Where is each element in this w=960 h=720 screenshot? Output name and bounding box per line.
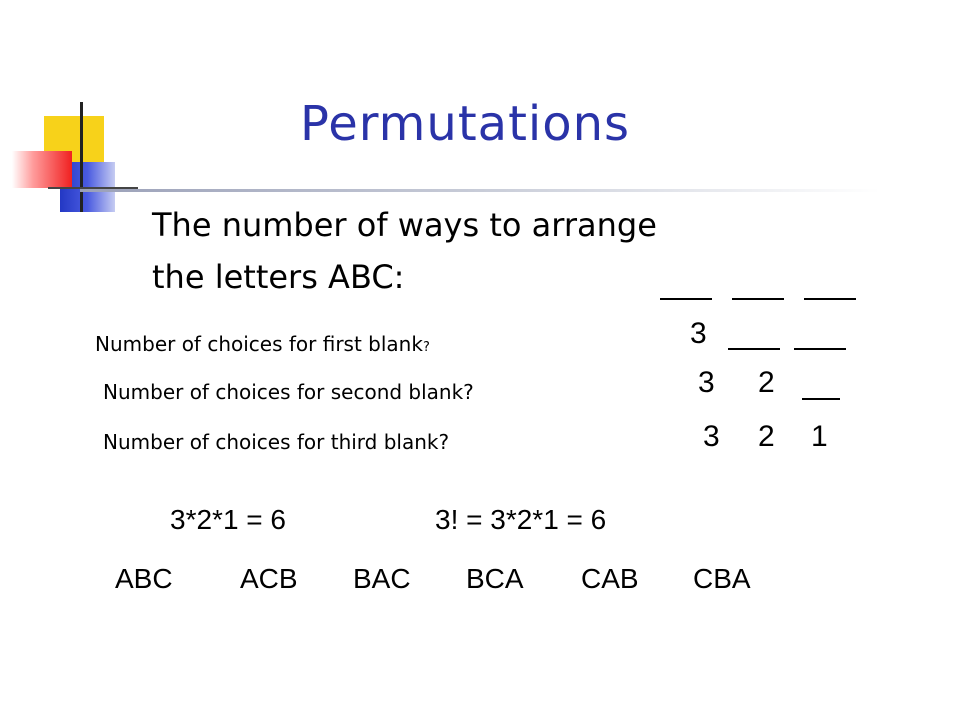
slide-title: Permutations — [300, 96, 631, 152]
blank-2 — [732, 298, 784, 300]
arrangement-item: CBA — [693, 563, 751, 594]
intro-line-2: the letters ABC: — [152, 258, 405, 296]
arrangement-item: ACB — [240, 563, 298, 594]
question-second-blank: Number of choices for second blank? — [103, 380, 474, 404]
row2-blank-3 — [802, 398, 840, 400]
arrangement-item: BCA — [466, 563, 524, 594]
question-first-blank — [95, 332, 430, 356]
logo-red-square — [12, 151, 72, 188]
product-equation: 3*2*1 = 6 — [170, 504, 286, 535]
arrangement-item: CAB — [581, 563, 639, 594]
row3-value-1: 3 — [703, 420, 720, 453]
arrangement-item: BAC — [353, 563, 411, 594]
row2-value-2: 2 — [758, 366, 775, 399]
factorial-equation: 3! = 3*2*1 = 6 — [435, 504, 607, 535]
row3-value-2: 2 — [758, 420, 775, 453]
row1-blank-3 — [794, 348, 846, 350]
row1-value-1: 3 — [690, 317, 707, 350]
arrangement-item: ABC — [115, 563, 173, 594]
question-first-mark: ? — [422, 340, 430, 355]
row3-value-3: 1 — [811, 420, 828, 453]
logo-vertical-line — [80, 102, 83, 212]
intro-line-1: The number of ways to arrange — [152, 206, 657, 244]
title-underline-rule — [80, 189, 880, 192]
question-first-text: Number of choices for first blank — [95, 332, 423, 356]
row1-blank-2 — [728, 348, 780, 350]
question-third-blank: Number of choices for third blank? — [103, 430, 450, 454]
row2-value-1: 3 — [698, 366, 715, 399]
blank-3 — [804, 298, 856, 300]
blank-1 — [660, 298, 712, 300]
slide-logo-graphic — [0, 0, 140, 230]
